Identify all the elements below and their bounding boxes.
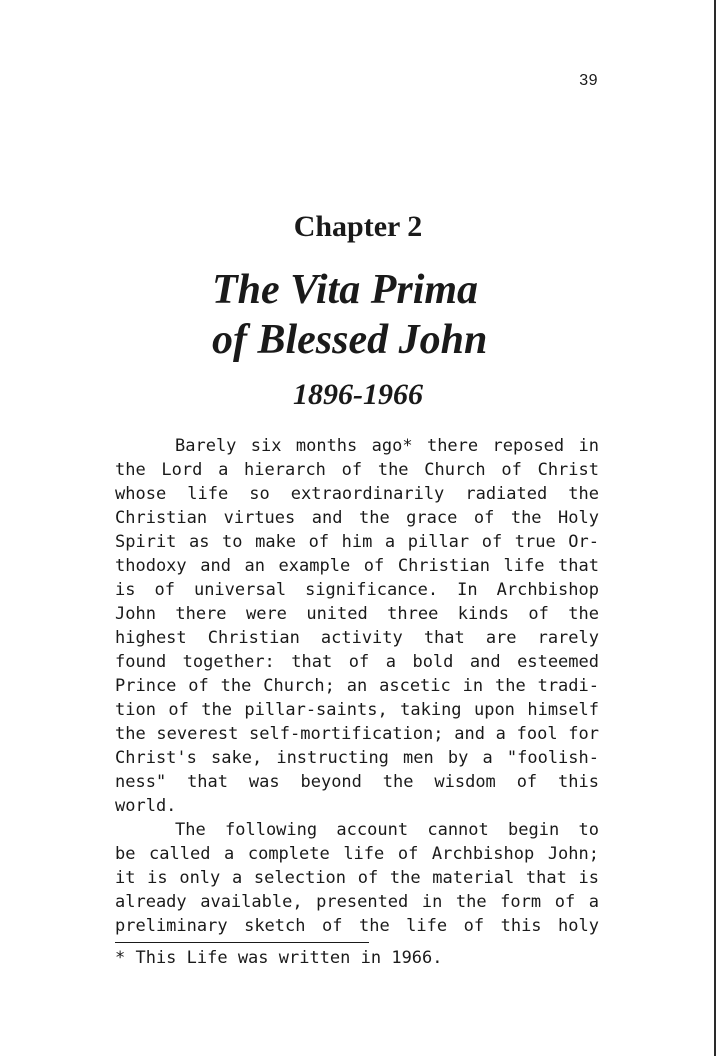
- text-line: The following account cannot begin to: [175, 820, 599, 840]
- text-line: thodoxy and an example of Christian life that: [115, 556, 599, 576]
- footnote-rule: [115, 942, 369, 943]
- text-line: Spirit as to make of him a pillar of true Or-: [115, 532, 599, 552]
- chapter-label: Chapter 2: [293, 210, 423, 243]
- paragraph-2: [115, 818, 599, 938]
- text-line: already available, presented in the form of a: [115, 892, 599, 912]
- text-line: the Lord a hierarch of the Church of Christ: [115, 460, 599, 480]
- footnote: * This Life was written in 1966.: [115, 948, 443, 968]
- text-line: tion of the pillar-saints, taking upon himself: [115, 700, 599, 720]
- text-line: the severest self-mortification; and a fool for: [115, 724, 599, 744]
- text-line: is of universal significance. In Archbishop: [115, 580, 599, 600]
- text-line: it is only a selection of the material that is: [115, 868, 599, 888]
- paragraph-1: [115, 434, 599, 818]
- text-line: ness" that was beyond the wisdom of this: [115, 772, 599, 792]
- text-line: Christ's sake, instructing men by a "foolish-: [115, 748, 599, 768]
- page-number: 39: [579, 72, 598, 89]
- text-line: John there were united three kinds of the: [115, 604, 599, 624]
- text-line: Christian virtues and the grace of the Holy: [115, 508, 599, 528]
- text-line: highest Christian activity that are rarely: [115, 628, 599, 648]
- title-line-1: The Vita Prima: [212, 267, 479, 313]
- text-line: world.: [115, 796, 177, 816]
- life-dates: 1896-1966: [293, 378, 423, 411]
- body-text: [115, 434, 599, 938]
- text-line: found together: that of a bold and esteemed: [115, 652, 599, 672]
- text-line: be called a complete life of Archbishop John;: [115, 844, 599, 864]
- text-line: Prince of the Church; an ascetic in the tradi-: [115, 676, 599, 696]
- text-line: whose life so extraordinarily radiated the: [115, 484, 599, 504]
- text-line: preliminary sketch of the life of this holy: [115, 916, 599, 936]
- title-line-2: of Blessed John: [212, 317, 488, 363]
- text-line: Barely six months ago* there reposed in: [175, 436, 599, 456]
